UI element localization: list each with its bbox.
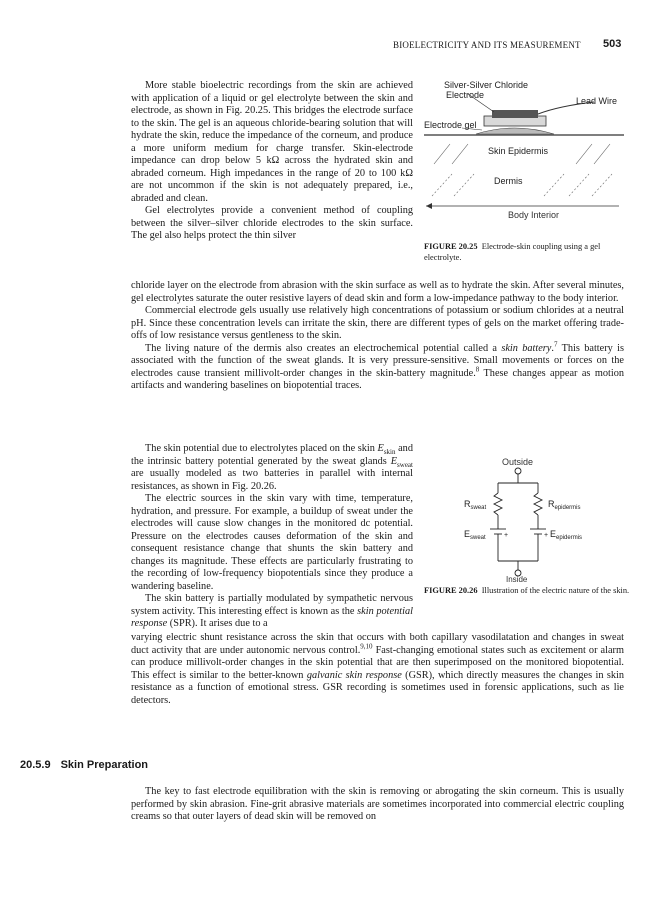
skin-circuit-diagram	[452, 457, 622, 582]
text-block-1	[131, 80, 413, 243]
caption-label: FIGURE 20.26	[424, 586, 478, 595]
label-dermis: Dermis	[494, 176, 523, 186]
electrode-cap	[492, 110, 538, 118]
label-lead-wire: Lead Wire	[576, 96, 618, 106]
label-body-interior: Body Interior	[508, 210, 560, 220]
label-skin-epidermis: Skin Epidermis	[488, 146, 549, 156]
label-silver-chloride: Silver-Silver Chloride	[444, 80, 529, 90]
svg-text:+: +	[504, 532, 509, 539]
section-title: Skin Preparation	[60, 759, 149, 771]
caption-figure-20-25	[424, 242, 634, 263]
paragraph-spr: The skin battery is partially modulated by sympathetic nervous system activity. This interesting effect is known as the skin potential response (SPR). It arises due to a	[131, 593, 413, 629]
gel-layer	[476, 128, 554, 134]
caption-figure-20-26	[424, 586, 634, 597]
paragraph-gel-electrolyte: More stable bioelectric recordings from the skin are achieved with application of a liquid or gel electrolyte between the skin and electrode, as shown in Fig. 20.25. This bridges the electrode surface to the skin. The gel is an aqueous chloride-bearing solution that will hydrate the skin, reduce the impedance of the corneum, and produce a more uniform medium for charge transfer. Skin-electrode impedance can drop below 5 kΩ across the hydrated skin and abraded corneum. High impedances in the range of 20 to 100 kΩ are not uncommon if the skin is not adequately prepared, i.e., abraded and clean.	[131, 80, 413, 204]
caption-text: Illustration of the electric nature of the skin.	[481, 586, 630, 595]
svg-text:Eepidermis: $E_{epidermis}$	[550, 529, 583, 541]
figure-20-25	[424, 78, 634, 238]
label-inside: Inside	[506, 575, 528, 582]
text-block-4	[131, 632, 624, 707]
svg-text:Repidermis: $R_{epidermis}$	[548, 499, 581, 511]
paragraph-gel-coupling-cont: chloride layer on the electrode from abrasion with the skin surface as well as to hydrate the skin. After several minutes, gel electrolytes saturate the outer resistive layers of dead skin and form a low-impedance pathway to the body interior.	[131, 280, 624, 304]
label-electrode-gel: Electrode gel	[424, 120, 477, 130]
text-block-3	[131, 443, 413, 631]
paragraph-skin-preparation: The key to fast electrode equilibration with the skin is removing or abrogating the skin corneum. This is usually performed by skin abrasion. Fine-grit abrasive materials are sometimes incorporated into commercial electric coupling creams so that outer layers of dead skin will be removed on	[131, 786, 624, 822]
paragraph-spr-cont: varying electric shunt resistance across the skin that occurs with both capillary vasodilatation and changes in sweat duct activity that are under autonomic nervous control.$^{9,10}$ Fast-changing emotional states such as excitement or alarm can produce millivolt-order changes in the skin potential that are then superimposed on the monitored biopotential. This effect is similar to the better-known galvanic skin response (GSR), which directly measures the changes in skin resistance as a function of emotional stress. GSR recording is sometimes used in forensic applications, such as lie detectors.	[131, 632, 624, 706]
caption-text: Electrode-skin coupling using a gel electrolyte.	[424, 242, 601, 262]
svg-text:Rsweat: $R_{sweat}$	[464, 499, 487, 511]
paragraph-skin-battery: The living nature of the dermis also creates an electrochemical potential called a skin battery.$^7$ This battery is associated with the function of the sweat glands. It is very pressure-sensitive. Small movements or forces on the electrodes cause transient millivolt-order changes in the skin-battery magnitude.$^8$ These changes appear as motion artifacts and wandering baselines on biopotential traces.	[131, 340, 625, 391]
svg-text:+: +	[544, 532, 549, 539]
electrode-skin-diagram	[424, 78, 634, 238]
section-heading	[20, 759, 148, 771]
page-number: 503	[603, 38, 622, 50]
label-electrode: Electrode	[446, 90, 485, 100]
text-block-2	[131, 280, 624, 393]
paragraph-gel-coupling: Gel electrolytes provide a convenient method of coupling between the silver–silver chloride electrodes to the skin surface. The gel also helps protect the thin silver	[131, 205, 413, 241]
paragraph-commercial-gels: Commercial electrode gels usually use relatively high concentrations of potassium or sodium chlorides at a neutral pH. Since these concentration levels can irritate the skin, there are different types of gels on the market offering trade-offs of low resistance versus gentleness to the skin.	[131, 305, 624, 341]
section-number: 20.5.9	[20, 759, 51, 771]
caption-label: FIGURE 20.25	[424, 242, 478, 251]
paragraph-skin-potential: The skin potential due to electrolytes placed on the skin $E_{skin}$ and the intrinsic battery potential generated by the sweat glands $E_{sweat}$ are usually modeled as two batteries in parallel with internal resistances, as shown in Fig. 20.26.	[131, 443, 413, 492]
svg-text:Esweat: $E_{sweat}$	[464, 529, 486, 541]
label-outside: Outside	[502, 457, 534, 467]
text-block-5	[131, 786, 624, 824]
paragraph-electric-sources: The electric sources in the skin vary with time, temperature, hydration, and pressure. For example, a buildup of sweat under the electrodes will cause slow changes in the monitored dc potential. Pressure on the electrodes causes deformation of the skin and consequent resistance change that shunts the skin battery and changes its magnitude. These effects are particularly frustrating to the recording of low-frequency biopotentials since they produce a wandering baseline.	[131, 493, 413, 592]
running-header: BIOELECTRICITY AND ITS MEASUREMENT	[393, 40, 581, 50]
figure-20-26	[452, 457, 622, 582]
